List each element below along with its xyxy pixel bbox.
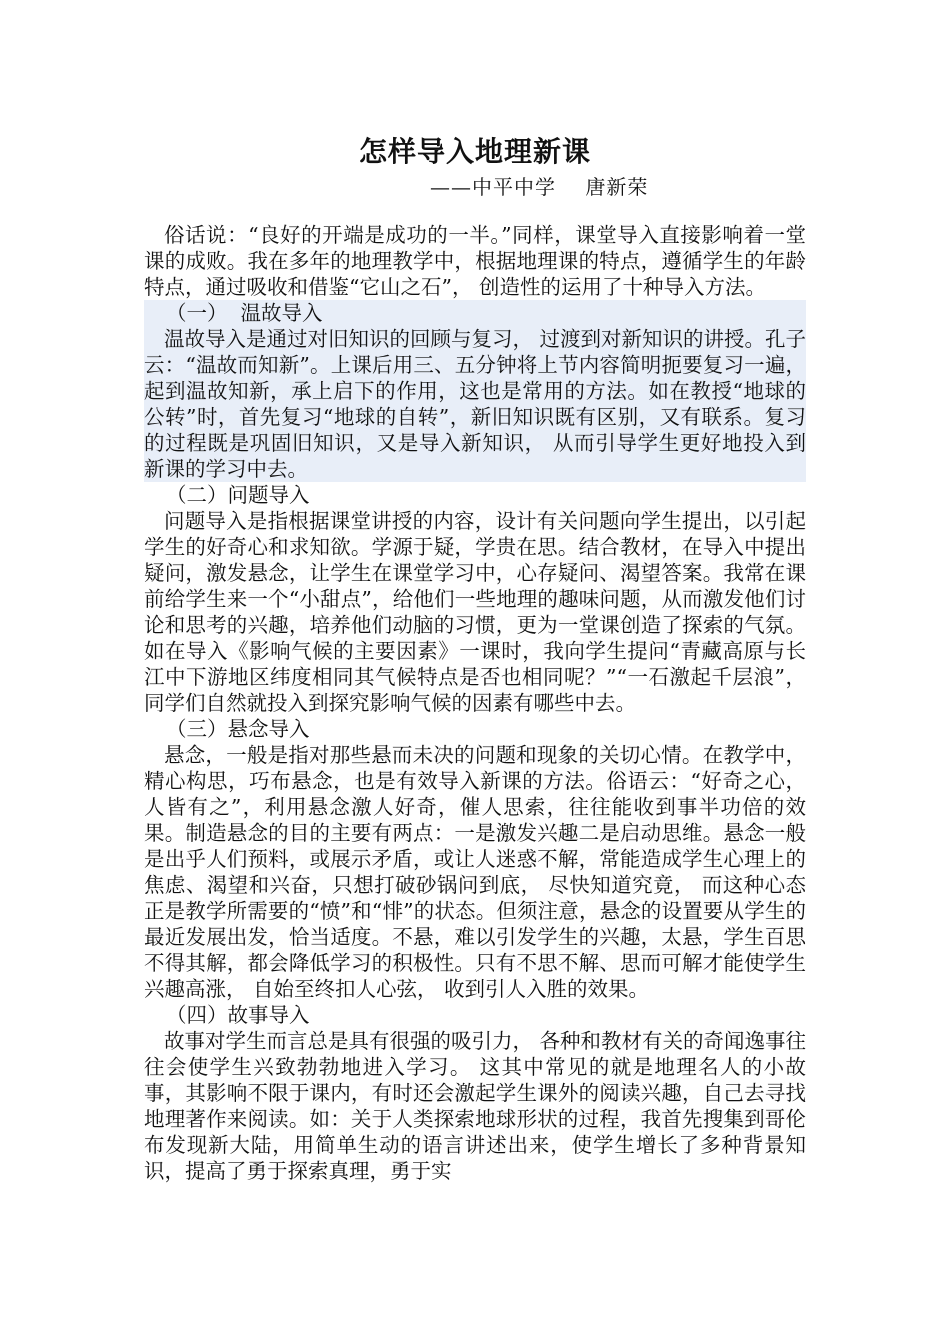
section-paragraph: 问题导入是指根据课堂讲授的内容，设计有关问题向学生提出，以引起学生的好奇心和求知欲。学源于疑，学贵在思。结合教材，在导入中提出疑问，激发悬念，让学生在课堂学习中，心存疑问、渴望答案。我常在课前给学生来一个“小甜点”，给他们一些地理的趣味问题，从而激发他们讨论和思考的兴趣，培养他们动脑的习惯，更为一堂课创造了探索的气氛。如在导入《影响气候的主要因素》一课时，我向学生提问“青藏高原与长江中下游地区纬度相同其气候特点是否也相同呢？”“一石激起千层浪”， 同学们自然就投入到探究影响气候的因素有哪些中去。 (144, 509, 806, 715)
section-paragraph: 温故导入是通过对旧知识的回顾与复习， 过渡到对新知识的讲授。孔子云：“温故而知新”。上课后用三、五分钟将上节内容简明扼要复习一遍，起到温故知新，承上启下的作用，这也是常用的方法。如在教授“地球的公转”时，首先复习“地球的自转”，新旧知识既有区别，又有联系。复习的过程既是巩固旧知识，又是导入新知识， 从而引导学生更好地投入到新课的学习中去。 (144, 327, 807, 481)
section-heading: （二）问题导入 (166, 483, 310, 507)
author-byline: ——中平中学 唐新荣 (430, 175, 649, 199)
highlighted-section (144, 300, 806, 482)
document-title: 怎样导入地理新课 (358, 135, 591, 168)
section-heading: （三）悬念导入 (166, 717, 310, 741)
section-heading: （四）故事导入 (166, 1003, 310, 1027)
section-heading: （一） 温故导入 (166, 301, 323, 325)
section-paragraph: 故事对学生而言总是具有很强的吸引力， 各种和教材有关的奇闻逸事往往会使学生兴致勃勃地进入学习。 这其中常见的就是地理名人的小故事，其影响不限于课内，有时还会激起学生课外的阅读兴趣，自己去寻找地理著作来阅读。如：关于人类探索地球形状的过程，我首先搜集到哥伦布发现新大陆，用简单生动的语言讲述出来，使学生增长了多种背景知识，提高了勇于探索真理，勇于实 (144, 1029, 807, 1183)
intro-paragraph: 俗话说：“良好的开端是成功的一半。”同样，课堂导入直接影响着一堂课的成败。我在多年的地理教学中，根据地理课的特点，遵循学生的年龄特点，通过吸收和借鉴“它山之石”， 创造性的运用了十种导入方法。 (144, 223, 806, 299)
section-paragraph: 悬念，一般是指对那些悬而未决的问题和现象的关切心情。在教学中，精心构思，巧布悬念，也是有效导入新课的方法。俗语云：“好奇之心，人皆有之”，利用悬念激人好奇，催人思索，往往能收到事半功倍的效果。制造悬念的目的主要有两点：一是激发兴趣二是启动思维。悬念一般是出乎人们预料，或展示矛盾，或让人迷惑不解，常能造成学生心理上的焦虑、渴望和兴奋，只想打破砂锅问到底， 尽快知道究竟， 而这种心态正是教学所需要的“愤”和“悱”的状态。但须注意，悬念的设置要从学生的最近发展出发，恰当适度。不悬，难以引发学生的兴趣，太悬，学生百思不得其解，都会降低学习的积极性。只有不思不解、思而可解才能使学生兴趣高涨， 自始至终扣人心弦， 收到引人入胜的效果。 (144, 743, 806, 1001)
document-body (144, 222, 806, 1184)
